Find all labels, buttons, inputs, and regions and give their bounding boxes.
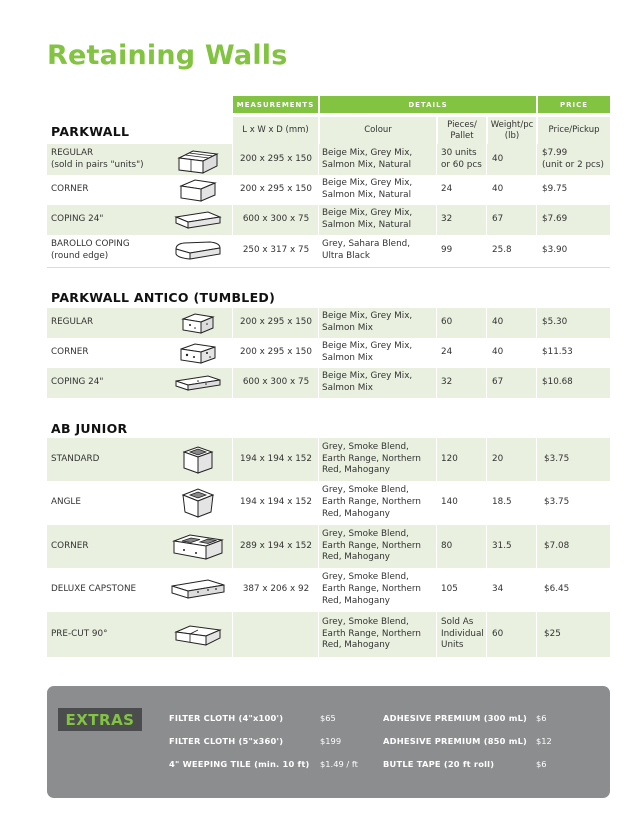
colour-value-3: Red, Mahogany: [322, 640, 390, 651]
extra-item-label: BUTLE TAPE (20 ft roll): [383, 759, 495, 769]
colour-value-2: Salmon Mix: [322, 383, 373, 393]
price-col-header: [538, 117, 610, 144]
product-name: CORNER: [51, 184, 89, 195]
pieces-value: 24: [441, 184, 453, 195]
table-row: [47, 438, 610, 481]
page-title: Retaining Walls: [47, 40, 288, 71]
weight-value: 40: [492, 153, 504, 164]
details-group-header: DETAILS: [320, 96, 536, 113]
colour-value: Beige Mix, Grey Mix,: [322, 371, 413, 382]
angle-block-icon: [163, 481, 233, 525]
price-value: $9.75: [542, 184, 568, 195]
pieces-value: 32: [441, 214, 453, 225]
extra-item-label: ADHESIVE PREMIUM (300 mL): [383, 713, 528, 723]
dims-value: 387 x 206 x 92: [242, 584, 310, 595]
pieces-value-2: Individual: [441, 628, 484, 639]
dims-value: 194 x 194 x 152: [240, 497, 312, 508]
table-row: [47, 175, 610, 205]
colour-value-2: Earth Range, Northern: [322, 540, 421, 551]
pieces-header-l2: Pallet: [450, 130, 474, 141]
pieces-header-l1: Pieces/: [447, 120, 477, 131]
dims-value: 600 x 300 x 75: [242, 377, 310, 388]
price-value: $11.53: [542, 347, 573, 358]
colour-value-3: Red, Mahogany: [322, 465, 390, 476]
colour-value-2: Salmon Mix, Natural: [322, 159, 412, 170]
price-value: $3.90: [542, 245, 568, 256]
weight-header-l1: Weight/pc: [490, 120, 534, 131]
colour-value: Beige Mix, Grey Mix,: [322, 178, 413, 189]
table-row: [47, 205, 610, 235]
product-name: ANGLE: [51, 497, 81, 508]
tumbled-coping-icon: [163, 368, 233, 398]
colour-value-3: Red, Mahogany: [322, 595, 390, 606]
product-name: CORNER: [51, 347, 89, 358]
product-name: REGULAR: [51, 147, 94, 158]
colour-value-2: Ultra Black: [322, 251, 370, 261]
product-name: PRE-CUT 90°: [51, 628, 108, 639]
product-note: (round edge): [51, 251, 109, 261]
colour-value: Grey, Smoke Blend,: [322, 485, 409, 496]
extra-item-price: $6: [536, 759, 547, 769]
colour-value: Grey, Smoke Blend,: [322, 616, 409, 627]
product-name: COPING 24": [51, 214, 104, 225]
capstone-icon: [163, 568, 233, 612]
colour-value-2: Earth Range, Northern: [322, 453, 421, 464]
product-name: BAROLLO COPING: [51, 239, 130, 250]
table-row: [47, 368, 610, 398]
dims-value: 194 x 194 x 152: [240, 453, 312, 464]
dims-value: 200 x 295 x 150: [240, 317, 312, 328]
dims-col-header: [233, 117, 318, 144]
table-row: [47, 568, 610, 612]
colour-value-2: Salmon Mix, Natural: [322, 220, 412, 230]
dims-header-text: L x W x D (mm): [242, 125, 309, 136]
weight-value: 25.8: [492, 245, 512, 256]
colour-value-3: Red, Mahogany: [322, 508, 390, 519]
section-title-antico: PARKWALL ANTICO (TUMBLED): [51, 290, 276, 305]
extra-item-price: $199: [320, 736, 342, 746]
extra-item-price: $1.49 / ft: [320, 759, 358, 769]
price-value: $7.69: [542, 214, 568, 225]
colour-value-2: Earth Range, Northern: [322, 497, 421, 508]
pieces-value: 120: [441, 453, 458, 464]
corner-block-icon: [163, 175, 233, 205]
colour-value: Beige Mix, Grey Mix,: [322, 341, 413, 352]
price-note: (unit or 2 pcs): [542, 159, 604, 170]
extra-item-price: $6: [536, 713, 547, 723]
table-row: [47, 144, 610, 175]
weight-col-header: [488, 117, 536, 144]
pieces-value: 80: [441, 540, 453, 551]
dims-value: 289 x 194 x 152: [240, 540, 312, 551]
section-title-junior: AB JUNIOR: [51, 421, 128, 436]
weight-value: 67: [492, 377, 504, 388]
price-value: $3.75: [544, 453, 570, 464]
extra-item-label: 4" WEEPING TILE (min. 10 ft): [169, 759, 310, 769]
extra-item-label: FILTER CLOTH (4"x100'): [169, 713, 284, 723]
section-title-parkwall: PARKWALL: [51, 124, 130, 139]
extra-item-price: $65: [320, 713, 336, 723]
product-name: CORNER: [51, 540, 89, 551]
dims-value: 200 x 295 x 150: [240, 153, 312, 164]
measurements-group-header: MEASUREMENTS: [233, 96, 318, 113]
tumbled-block-icon: [163, 308, 233, 338]
pieces-value: 60: [441, 317, 453, 328]
colour-value-2: Earth Range, Northern: [322, 628, 421, 639]
hollow-block-icon: [163, 438, 233, 481]
product-name: DELUXE CAPSTONE: [51, 584, 137, 595]
table-row: [47, 235, 610, 267]
pieces-value: 140: [441, 497, 458, 508]
pieces-value-3: Units: [441, 640, 464, 651]
precut-corner-icon: [163, 612, 233, 657]
weight-value: 20: [492, 453, 504, 464]
pieces-value: Sold As: [441, 616, 474, 627]
colour-header-text: Colour: [364, 125, 392, 136]
weight-value: 31.5: [492, 540, 512, 551]
extras-badge: EXTRAS: [58, 708, 142, 731]
weight-value: 67: [492, 214, 504, 225]
weight-value: 34: [492, 584, 504, 595]
price-value: $10.68: [542, 377, 573, 388]
price-value: $7.08: [544, 540, 570, 551]
weight-value: 18.5: [492, 497, 512, 508]
dims-value: 200 x 295 x 150: [240, 184, 312, 195]
block-pair-icon: [163, 144, 233, 175]
colour-value: Grey, Smoke Blend,: [322, 441, 409, 452]
product-name: COPING 24": [51, 377, 104, 388]
colour-value-2: Salmon Mix: [322, 353, 373, 363]
weight-value: 40: [492, 317, 504, 328]
colour-value-2: Salmon Mix, Natural: [322, 190, 412, 200]
table-row: [47, 338, 610, 368]
weight-value: 40: [492, 184, 504, 195]
pieces-value: 105: [441, 584, 458, 595]
weight-header-l2: (lb): [504, 130, 520, 141]
colour-value-3: Red, Mahogany: [322, 552, 390, 563]
colour-value: Grey, Sahara Blend,: [322, 239, 411, 250]
extra-item-label: ADHESIVE PREMIUM (850 mL): [383, 736, 528, 746]
price-group-header: PRICE: [538, 96, 610, 113]
extra-item-price: $12: [536, 736, 552, 746]
price-header-text: Price/Pickup: [548, 125, 600, 136]
colour-value: Grey, Smoke Blend,: [322, 528, 409, 539]
pieces-value: 24: [441, 347, 453, 358]
coping-slab-icon: [163, 205, 233, 235]
dims-value: 600 x 300 x 75: [242, 214, 310, 225]
pieces-value-2: or 60 pcs: [441, 159, 482, 170]
product-name: STANDARD: [51, 453, 100, 464]
colour-value-2: Salmon Mix: [322, 323, 373, 333]
table-row: [47, 308, 610, 338]
pieces-value: 32: [441, 377, 453, 388]
colour-col-header: [320, 117, 436, 144]
table-row: [47, 481, 610, 525]
product-name: REGULAR: [51, 317, 94, 328]
price-value: $6.45: [544, 584, 570, 595]
price-value: $25: [544, 628, 561, 639]
table-row: [47, 525, 610, 568]
price-value: $3.75: [544, 497, 570, 508]
price-value: $5.30: [542, 317, 568, 328]
pieces-value: 99: [441, 245, 453, 256]
dims-value: 200 x 295 x 150: [240, 347, 312, 358]
table-row: [47, 612, 610, 657]
colour-value: Beige Mix, Grey Mix,: [322, 311, 413, 322]
pieces-value: 30 units: [441, 147, 477, 158]
extras-panel: [47, 686, 610, 798]
product-note: (sold in pairs "units"): [51, 159, 144, 170]
weight-value: 60: [492, 628, 504, 639]
colour-value: Grey, Smoke Blend,: [322, 572, 409, 583]
dims-value: [234, 612, 318, 657]
tumbled-corner-icon: [163, 338, 233, 368]
extra-item-label: FILTER CLOTH (5"x360'): [169, 736, 284, 746]
colour-value: Beige Mix, Grey Mix,: [322, 147, 413, 158]
weight-value: 40: [492, 347, 504, 358]
dims-value: 250 x 317 x 75: [242, 245, 310, 256]
colour-value-2: Earth Range, Northern: [322, 584, 421, 595]
colour-value: Beige Mix, Grey Mix,: [322, 208, 413, 219]
junior-corner-icon: [163, 525, 233, 568]
pieces-col-header: [438, 117, 486, 144]
price-value: $7.99: [542, 147, 568, 158]
round-coping-icon: [163, 235, 233, 267]
